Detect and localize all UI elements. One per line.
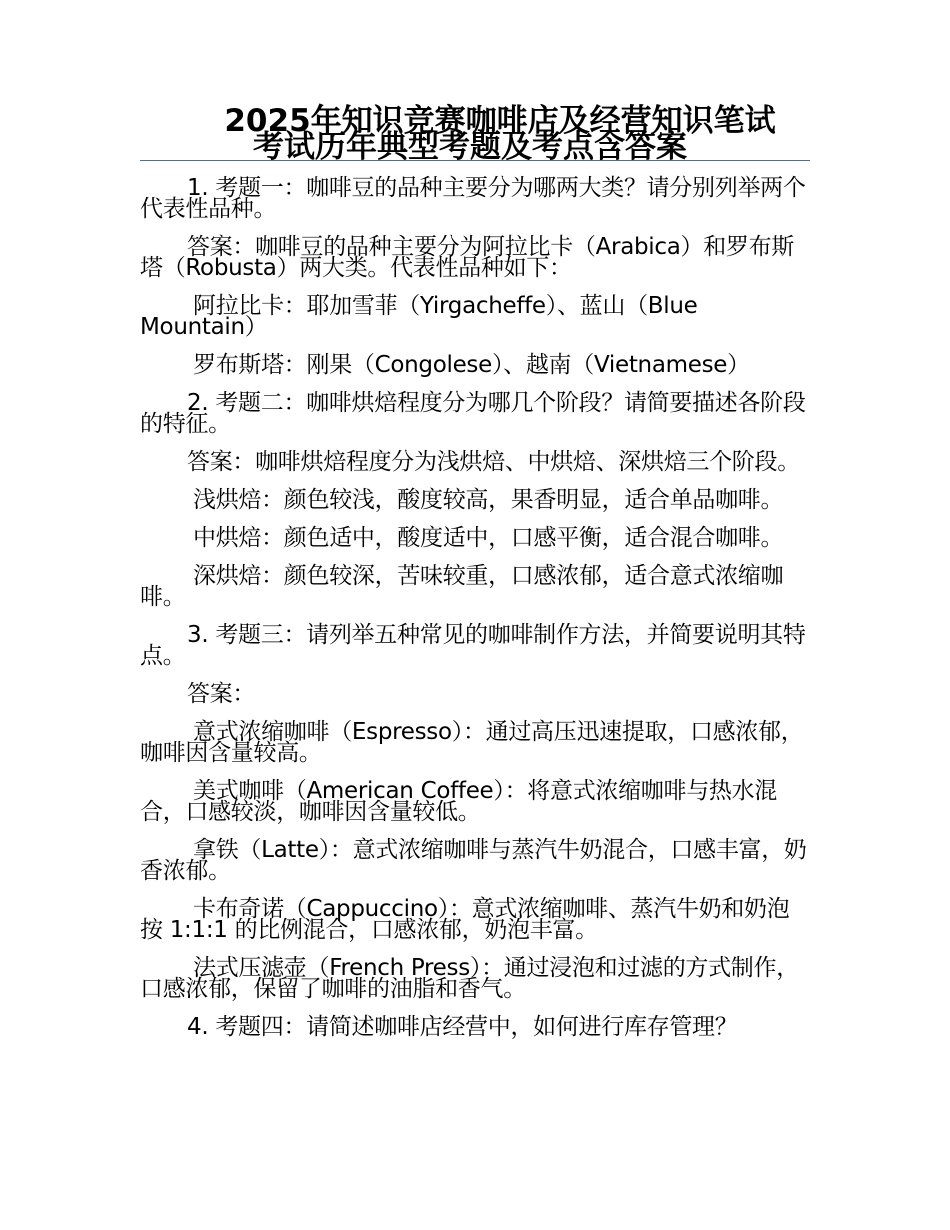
document-body (140, 175, 812, 1055)
answer-1: 答案：咖啡豆的品种主要分为阿拉比卡（Arabica）和罗布斯塔（Robusta）两大类。代表性品种如下： (140, 234, 795, 281)
answer-2: 答案：咖啡烘焙程度分为浅烘焙、中烘焙、深烘焙三个阶段。 (187, 449, 800, 475)
answer-3-french-press: 法式压滤壶（French Press）：通过浸泡和过滤的方式制作，口感浓郁，保留了咖啡的油脂和香气。 (140, 955, 799, 1002)
question-2: 2. 考题二：咖啡烘焙程度分为哪几个阶段？请简要描述各阶段的特征。 (140, 390, 806, 437)
answer-2-light-roast: 浅烘焙：颜色较浅，酸度较高，果香明显，适合单品咖啡。 (193, 487, 784, 513)
title-line-2: 考试历年典型考题及考点含答案 (253, 129, 687, 165)
question-1: 1. 考题一：咖啡豆的品种主要分为哪两大类？请分别列举两个代表性品种。 (140, 175, 806, 222)
question-3: 3. 考题三：请列举五种常见的咖啡制作方法，并简要说明其特点。 (140, 622, 806, 669)
answer-3: 答案： (187, 681, 256, 707)
answer-1-arabica: 阿拉比卡：耶加雪菲（Yirgacheffe）、蓝山（Blue Mountain） (140, 293, 698, 340)
answer-2-medium-roast: 中烘焙：颜色适中，酸度适中，口感平衡，适合混合咖啡。 (193, 525, 784, 551)
title-divider (140, 160, 810, 161)
answer-3-espresso: 意式浓缩咖啡（Espresso）：通过高压迅速提取，口感浓郁，咖啡因含量较高。 (140, 719, 804, 766)
answer-3-cappuccino: 卡布奇诺（Cappuccino）：意式浓缩咖啡、蒸汽牛奶和奶泡按 1:1:1 的比例混合，口感浓郁，奶泡丰富。 (140, 896, 790, 943)
answer-2-dark-roast: 深烘焙：颜色较深，苦味较重，口感浓郁，适合意式浓缩咖啡。 (140, 563, 784, 610)
answer-3-americano: 美式咖啡（American Coffee）：将意式浓缩咖啡与热水混合，口感较淡，咖啡因含量较低。 (140, 778, 777, 825)
question-4: 4. 考题四：请简述咖啡店经营中，如何进行库存管理？ (187, 1014, 738, 1040)
answer-1-robusta: 罗布斯塔：刚果（Congolese）、越南（Vietnamese） (193, 352, 750, 378)
answer-3-latte: 拿铁（Latte）：意式浓缩咖啡与蒸汽牛奶混合，口感丰富，奶香浓郁。 (140, 837, 807, 884)
title-line-1: 2025年知识竞赛咖啡店及经营知识笔试 (224, 103, 776, 139)
document-title (140, 103, 810, 165)
